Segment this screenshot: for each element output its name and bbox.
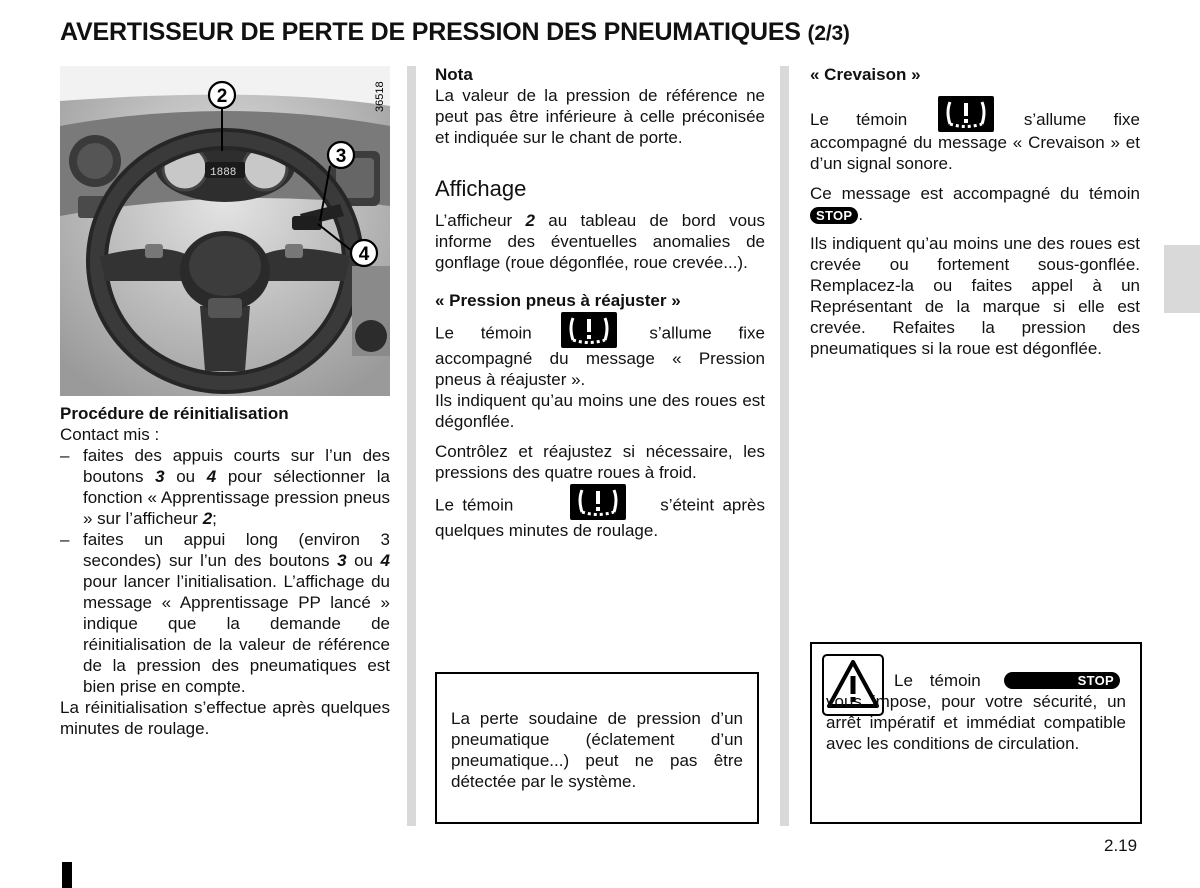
- bullet-dash: –: [60, 446, 70, 465]
- crevaison-p1-post: s’allume fixe accompagné du message « Crevaison » et d’un signal sonore.: [810, 110, 1140, 173]
- bullet-dash: –: [60, 530, 70, 549]
- note-heading: Nota: [435, 65, 473, 84]
- pressure-p4-post: s’éteint après quelques minutes de roulage.: [435, 495, 765, 540]
- step-text: ou: [164, 467, 207, 486]
- column-separator-right: [780, 66, 789, 826]
- callout-4-label: 4: [358, 244, 370, 265]
- callout-2-label: 2: [216, 86, 228, 107]
- step-text: ou: [346, 551, 381, 570]
- steering-wheel-drawing: [60, 66, 390, 396]
- step-text: faites des appuis courts sur l’un des boutons: [83, 446, 390, 486]
- callout-3-label: 3: [335, 146, 347, 167]
- left-column: [60, 403, 390, 739]
- affichage-post: au tableau de bord vous informe des éventuelles anomalies de gonflage (roue dégonflée, roue crevée...).: [435, 211, 765, 272]
- procedure-step: [60, 529, 390, 697]
- crevaison-heading: « Crevaison »: [810, 65, 921, 84]
- affichage-pre: L’afficheur: [435, 211, 526, 230]
- step-text: pour sélectionner la fonction « Apprentissage pression pneus » sur l’afficheur: [83, 467, 390, 528]
- page-edge-marker: [62, 862, 72, 888]
- pressure-p1-pre: Le témoin: [435, 323, 532, 343]
- title-text: AVERTISSEUR DE PERTE DE PRESSION DES PNEUMATIQUES: [60, 18, 801, 46]
- page-number: 2.19: [1104, 836, 1138, 855]
- pressure-p4: [435, 492, 765, 541]
- procedure-step: [60, 445, 390, 529]
- pressure-p3: Contrôlez et réajustez si nécessaire, les pressions des quatre roues à froid.: [435, 442, 765, 482]
- crevaison-p2: Ce message est accompagné du témoin STOP .: [810, 183, 1140, 224]
- right-column: [810, 64, 1140, 359]
- crevaison-p1: [810, 109, 1140, 174]
- procedure-steps: [60, 445, 390, 697]
- procedure-heading: Procédure de réinitialisation: [60, 404, 289, 423]
- callout-4: [351, 240, 377, 266]
- stop-warning-icon: STOP: [1004, 672, 1120, 689]
- affichage-heading: Affichage: [435, 176, 527, 201]
- stop-warning-box: [810, 642, 1142, 824]
- cluster-display-text: 1888: [210, 167, 237, 179]
- pressure-p4-pre: Le témoin: [435, 495, 514, 515]
- pressure-p2: Ils indiquent qu’au moins une des roues est dégonflée.: [435, 391, 765, 431]
- callout-3: [328, 142, 354, 168]
- title-suffix: (2/3): [807, 22, 850, 45]
- button-ref: 4: [206, 467, 217, 486]
- crevaison-p3: Ils indiquent qu’au moins une des roues est crevée ou fortement sous-gonflée. Remplacez-la ou faites appel à un Représentant de la marque si elle est crevée. Refaites la pression des pneumatiques si la roue est dégonflée.: [810, 233, 1140, 358]
- pressure-p1: [435, 320, 765, 390]
- page-title: [60, 18, 850, 47]
- section-tab: [1164, 245, 1200, 313]
- button-ref: 3: [155, 467, 165, 486]
- figure-code: 36518: [374, 81, 386, 112]
- affichage-display-ref: 2: [525, 211, 535, 230]
- steering-wheel-illustration: [60, 66, 390, 396]
- callout-2: [209, 82, 235, 108]
- crevaison-p2-pre: Ce message est accompagné du témoin: [810, 183, 1140, 203]
- pressure-p1-post: s’allume fixe accompagné du message « Pression pneus à réajuster ».: [435, 323, 765, 389]
- stop-warning-post: vous impose, pour votre sécurité, un arrêt impératif et immédiat compatible avec les conditions de circulation.: [826, 692, 1126, 753]
- sudden-loss-text: La perte soudaine de pression d’un pneumatique (éclatement d’un pneumatique...) peut ne pas être détectée par le système.: [451, 709, 743, 791]
- tire-pressure-warning-icon: [938, 96, 994, 132]
- step-text: faites un appui long (environ 3 secondes) sur l’un des boutons: [83, 530, 390, 570]
- tire-pressure-warning-icon: [570, 484, 626, 520]
- affichage-text: [435, 210, 765, 273]
- column-separator-left: [407, 66, 416, 826]
- note-text: La valeur de la pression de référence ne peut pas être inférieure à celle préconisée et indiquée sur le chant de porte.: [435, 86, 765, 147]
- step-text: pour lancer l’initialisation. L’affichage du message « Apprentissage PP lancé » indique que la demande de réinitialisation de la valeur de référence de la pression des pneumatiques est bien prise en compte.: [83, 572, 390, 696]
- crevaison-p1-pre: Le témoin: [810, 110, 908, 129]
- stop-warning-pre: Le témoin: [894, 671, 981, 690]
- procedure-intro: Contact mis :: [60, 425, 160, 444]
- middle-column: [435, 64, 765, 541]
- pressure-subheading: « Pression pneus à réajuster »: [435, 291, 681, 310]
- stop-warning-text: [826, 670, 1126, 754]
- button-ref: 3: [337, 551, 347, 570]
- step-text: ;: [212, 509, 217, 528]
- sudden-loss-notice: [435, 672, 759, 824]
- button-ref: 4: [380, 551, 390, 570]
- tire-pressure-warning-icon: [561, 312, 617, 348]
- procedure-closing: La réinitialisation s’effectue après quelques minutes de roulage.: [60, 698, 390, 738]
- stop-warning-icon: STOP: [810, 207, 858, 224]
- button-ref: 2: [202, 509, 213, 528]
